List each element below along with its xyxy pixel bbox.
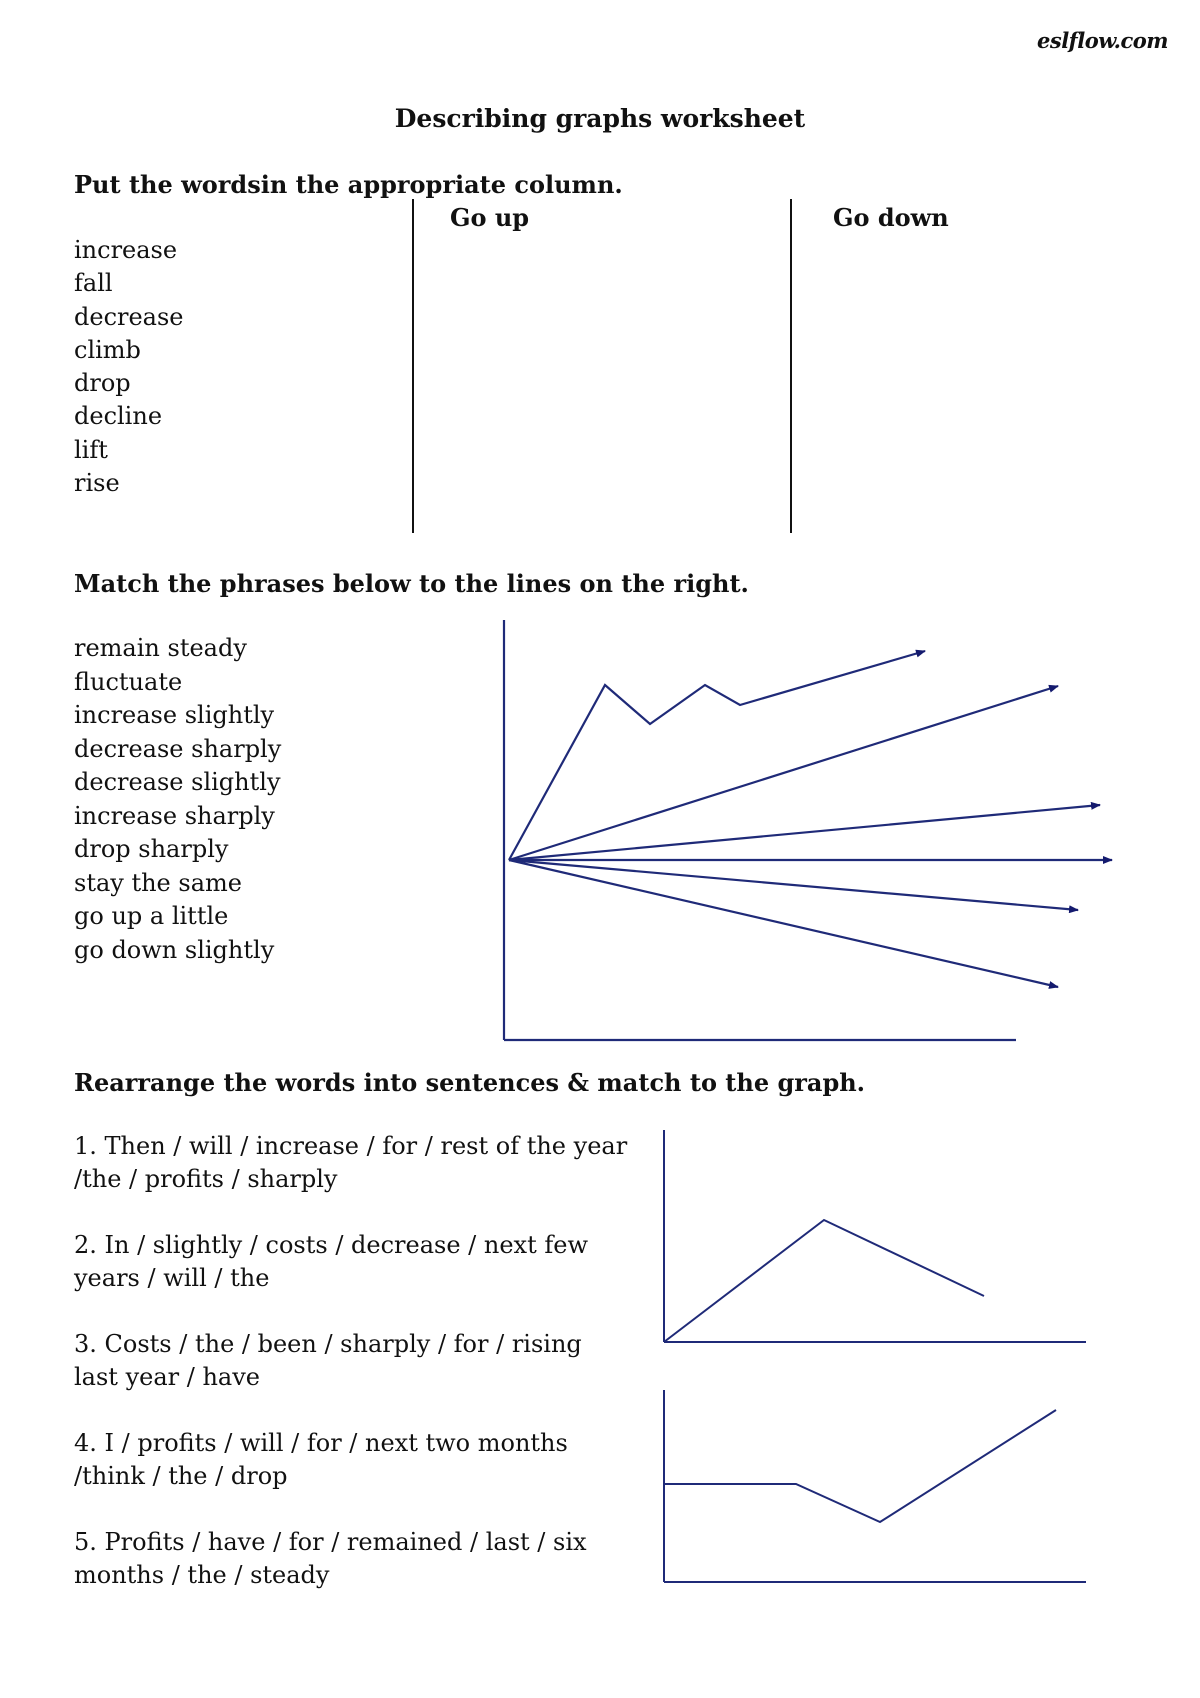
- graph-b-line: [664, 1410, 1056, 1522]
- phrase-item: go down slightly: [74, 935, 275, 964]
- column-header-go-up: Go up: [450, 203, 530, 232]
- word-item: drop: [74, 369, 131, 398]
- worksheet-title: Describing graphs worksheet: [394, 104, 806, 133]
- section2-heading: Match the phrases below to the lines on the right.: [74, 569, 749, 598]
- sentence-item: 5. Profits / have / for / remained / last / six months / the / steady: [74, 1528, 587, 1589]
- word-item: climb: [74, 335, 141, 364]
- word-item: increase: [74, 236, 178, 264]
- phrase-item: decrease slightly: [74, 768, 281, 796]
- word-item: rise: [74, 469, 120, 498]
- sentence-item: 3. Costs / the / been / sharply / for / rising last year / have: [74, 1330, 582, 1391]
- phrase-item: increase sharply: [74, 801, 275, 830]
- phrase-item: stay the same: [74, 868, 242, 897]
- graph-a-line: [664, 1220, 984, 1342]
- sentence-item: 4. I / profits / will / for / next two months /think / the / drop: [74, 1429, 568, 1490]
- section1-heading: Put the wordsin the appropriate column.: [74, 170, 623, 199]
- sentence-item: 2. In / slightly / costs / decrease / next few years / will / the: [74, 1231, 588, 1292]
- column-header-go-down: Go down: [833, 203, 949, 232]
- word-item: decline: [74, 402, 163, 431]
- phrase-item: decrease sharply: [74, 734, 282, 763]
- sentence-item: 1. Then / will / increase / for / rest of the year /the / profits / sharply: [74, 1132, 628, 1193]
- word-item: decrease: [74, 302, 184, 331]
- phrase-item: go up a little: [74, 902, 229, 930]
- section3-heading: Rearrange the words into sentences & match to the graph.: [74, 1068, 866, 1097]
- word-item: lift: [74, 435, 108, 464]
- phrase-item: drop sharply: [74, 835, 229, 863]
- phrase-item: fluctuate: [74, 667, 183, 696]
- word-item: fall: [74, 269, 113, 298]
- phrase-item: remain steady: [74, 634, 247, 662]
- phrase-item: increase slightly: [74, 701, 275, 729]
- eslflow-logo: eslflow.com: [1037, 28, 1168, 53]
